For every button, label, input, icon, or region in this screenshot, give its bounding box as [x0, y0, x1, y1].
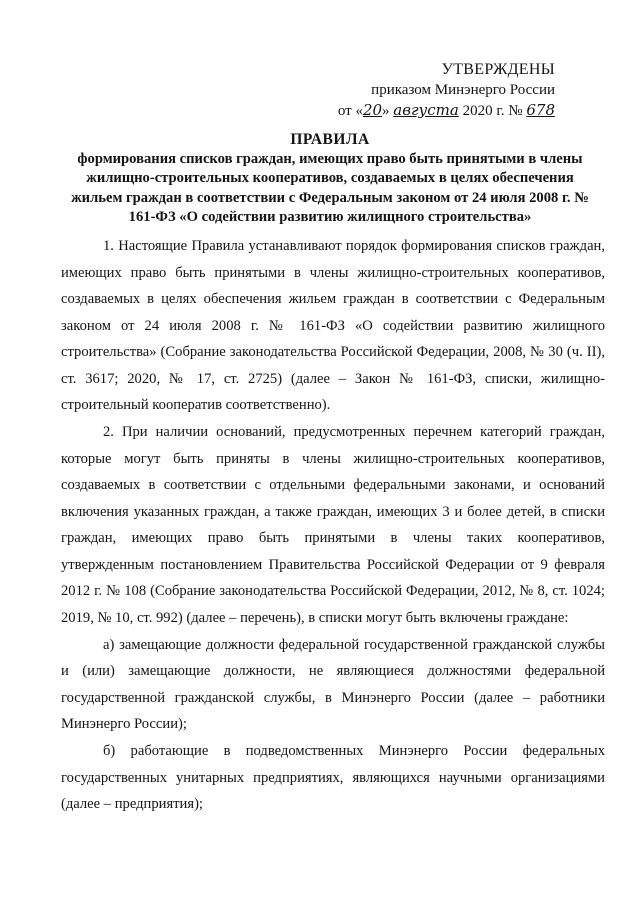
paragraph-1: 1. Настоящие Правила устанавливают порядок формирования списков граждан, имеющих право быть принятыми в члены жилищно-строительных кооперативов, создаваемых в целях обеспечения жильем граждан в соответствии с Федеральным законом от 24 июля 2008 г. № 161-ФЗ «О содействии развитию жилищного строительства» (Собрание законодательства Российской Федерации, 2008, № 30 (ч. II), ст. 3617; 2020, № 17, ст. 2725) (далее – Закон № 161-ФЗ, списки, жилищно-строительный кооператив соответственно).	[61, 238, 605, 413]
document-title	[60, 130, 600, 228]
date-year: 2020 г. №	[458, 103, 527, 119]
approval-date-line	[338, 100, 555, 121]
approval-heading: УТВЕРЖДЕНЫ	[441, 61, 555, 78]
handwritten-number: 678	[526, 101, 555, 119]
handwritten-day: 20	[362, 101, 383, 119]
document-body	[61, 233, 605, 818]
date-prefix: от «	[337, 103, 363, 119]
paragraph-2a: а) замещающие должности федеральной государственной гражданской службы и (или) замещающие должности, не являющиеся должностями федеральной государственной гражданской службы, в Минэнерго России (далее – работники Минэнерго России);	[61, 636, 605, 732]
handwritten-month: августа	[393, 101, 459, 119]
paragraph-2b: б) работающие в подведомственных Минэнерго России федеральных государственных унитарных предприятиях, являющихся научными организациями (далее – предприятия);	[61, 743, 605, 812]
approval-stamp	[338, 60, 555, 121]
title-subheading: формирования списков граждан, имеющих право быть принятыми в члены жилищно-строительных кооперативов, создаваемых в целях обеспечения жильем граждан в соответствии с Федеральным законом от 24 июля 2008 г. № 161-ФЗ «О содействии развитию жилищного строительства»	[71, 150, 589, 225]
date-mid: »	[382, 103, 394, 119]
title-heading: ПРАВИЛА	[290, 131, 370, 148]
approval-order-line: приказом Минэнерго России	[371, 82, 555, 98]
paragraph-2: 2. При наличии оснований, предусмотренных перечнем категорий граждан, которые могут быть приняты в члены жилищно-строительных кооперативов, создаваемых в соответствии с отдельными федеральными законами, и оснований включения указанных граждан, а также граждан, имеющих 3 и более детей, в списки граждан, имеющих право быть принятыми в члены таких кооперативов, утвержденным постановлением Правительства Российской Федерации от 9 февраля 2012 г. № 108 (Собрание законодательства Российской Федерации, 2012, № 8, ст. 1024; 2019, № 10, ст. 992) (далее – перечень), в списки могут быть включены граждане:	[61, 424, 605, 626]
